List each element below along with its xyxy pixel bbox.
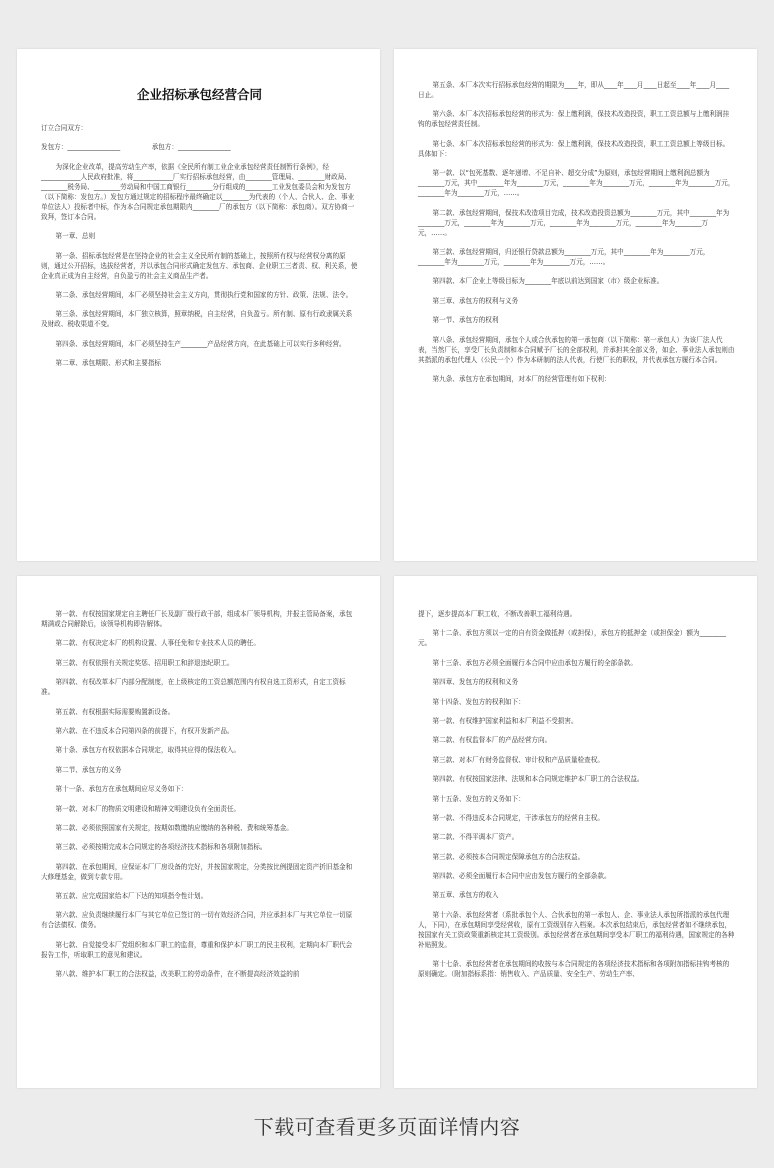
text-line: 第一条、招标承包经营是在坚持企业的社会主义全民所有制的基础上，按照所有权与经营权分离的原则，通过公开招标，选拔经营者，并以承包合同形式确定发包方、承包商、企业职工三者责、权、利关系，使企业真正成为自主经营，自负盈亏的社会主义商品生产者。 [41,251,358,280]
text-line: 第三款、有权依照有关规定奖惩、招用职工和辞退违纪职工。 [55,658,234,667]
text-line: 为深化企业改革，提高劳动生产率，依据《全民所有制工业企业承包经营责任制暂行条例》，经____________人民政府批准，将____________厂实行招标承包经营，由________管理局、________财政局、________税务局、________劳动局和中国工商银行________分行组成的________工业发包委员会和为发包方（以下简称：发包方。）发包方通过规定的招标程序最终确定以________为代表的（个人、合伙人、企、事业单位法人）投标者中标，作为本合同规定承包期限内________厂的承包方（以下简称：承包商）。双方协商一致拜，签订本合同。 [41,162,355,221]
text-line: 第二节、承包方的义务 [55,765,122,774]
text-line: 第三款、必须按期完成本合同规定的各项经济技术指标和各项附加指标。 [55,843,267,852]
text-line: 第十一条、承包方在承包期间应尽义务如下： [55,785,188,794]
text-line: 提下，逐步提高本厂职工收，不断改善职工福利待遇。 [418,610,577,618]
text-line: 第十五条、发包方的义务如下： [432,794,525,803]
text-line: 第一章、总则 [55,232,96,241]
document-title: 企业招标承包经营合同 [136,87,262,102]
page-1-text [41,123,358,368]
text-line: 第五款、应完成国家给本厂下达的知项指令性计划。 [55,892,208,901]
text-line: 第三章、承包方的权利与义务 [432,296,519,305]
text-line: 第一款、以“包死基数、逐年递增、不足自补、超交分成”为原则，承包经营期间上缴利润总额为________万元，其中________年为________万元，________年为________万元，________年为________万元，________年为________万元，……。 [418,169,735,198]
text-line: 第五章、承包方的收入 [432,891,499,900]
text-line: 第三款、必须按本合同规定保障承包方的合法权益。 [432,852,585,861]
document-page-4 [394,576,757,1088]
text-line: 第一款、对本厂的物质文明建设和精神文明建设负有全面责任。 [55,804,241,813]
text-line: 订立合同双方： [41,124,88,132]
text-line: 第四章、发包方的权利和义务 [432,678,519,687]
text-line: 第二款、有权决定本厂的机构设置、人事任免和专业技术人员的聘任。 [55,639,260,648]
text-line: 第三条、承包经营期间，本厂独立核算，照章纳税，自主经营，自负盈亏。所有制、原有行政隶属关系及财政、税收渠道不变。 [41,310,353,329]
text-line: 第一节、承包方的权利 [432,316,499,325]
text-line: 第二条、承包经营期间，本厂必须坚持社会主义方向，贯彻执行党和国家的方针、政策、法规、法令。 [55,290,353,299]
page-4-text [418,609,735,979]
text-line: 第三款、承包经营期间，归还银行贷款总额为________万元，其中________年为________万元，________年为________万元，________年为________万元，……。 [418,247,710,266]
text-line: 第十二条、承包方须以一定的自有资金做抵押（或担保），承包方的抵押金（或担保金）额为________元。 [418,629,726,648]
text-line: 第四款、有权改革本厂内部分配制度，在上级核定的工资总额范围内有权自选工资形式，自定工资标准。 [41,678,346,697]
text-line: 第四款、本厂企业上等级目标为________年底以前达到国家（市）级企业标准。 [432,277,664,286]
document-page-2 [394,49,757,561]
text-line: 发包方：________________ 承包方：________________ [41,143,231,152]
text-line: 第十四条、发包方的权利如下： [432,697,525,706]
text-line: 第二款、承包经营期间，保技术改造项目完成，技术改造投资总额为________万元，其中________年为________万元，________年为________万元，________年为________万元，________年为________万元，……。 [418,208,730,237]
text-line: 第六条、本厂本次招标承包经营的形式为：保上缴利润，保技术改造投资，职工工资总额与上缴利润挂钩的承包经营责任制。 [418,110,730,129]
page-3-text [41,609,358,979]
page-2-text [418,80,735,384]
text-line: 第五款、有权根据实际需要购置新设备。 [55,707,175,716]
text-line: 第一款、有权按国家规定自主聘任厂长及副厂级行政干部，组成本厂领导机构，并报主管局备案，承包期满或合同解除后，该领导机构即告解体。 [41,610,353,628]
text-line: 第三款、对本厂有财务监督权、审计权和产品质量检查权。 [432,755,604,764]
text-line: 第九条、承包方在承包期间，对本厂的经营管理有如下权利： [432,374,611,383]
text-line: 第二款、不得平调本厂资产。 [432,833,519,842]
text-line: 第十七条、承包经营者在承包期间的收按与本合同规定的各项经济技术指标和各项附加指标挂钩考核的原则确定。（附加指标系指：销售收入、产品质量、安全生产、劳动生产率、 [418,960,730,979]
text-line: 第二款、必须依照国家有关规定，按期如数缴纳应缴纳的各种税、费和统筹基金。 [55,823,293,832]
text-line: 第六款、应负责继续履行本厂与其它单位已签订的一切有效经济合同，并应承担本厂与其它单位一切原有合法债权、债务。 [41,911,353,930]
text-line: 第二章、承包期限、形式和主要指标 [55,359,162,368]
text-line: 第十六条、承包经营者（系批承包个人、合伙承包的第一承包人、企、事业法人承包所指派的承包代理人，下同），在承包期间享受经营收，原有工资级别存入档案。本次承包结束后，承包经营者如不继续承包，按国家有关工资政策重新核定其工资级别。承包经营者在承包期间享受本厂职工的福利待遇，国家规定的各种补贴照发。 [418,910,735,949]
text-line: 第四款、必须全面履行本合同中应由发包方履行的全部条款。 [432,872,611,881]
text-line: 第一款、不得违反本合同规定，干涉承包方的经营自主权。 [432,813,604,822]
text-line: 第十条、承包方有权依据本合同规定，取得其应得的保法收入。 [55,746,241,755]
text-line: 第十三条、承包方必须全面履行本合同中应由承包方履行的全部条款。 [432,658,637,667]
text-line: 第四款、有权按国家法律、法规和本合同规定维护本厂职工的合法权益。 [432,775,644,784]
text-line: 第五条、本厂本次实行招标承包经营的期限为____年，即从____年____月____日起至____年____月____日止。 [418,81,730,99]
text-line: 第八款、维护本厂职工的合法权益，改美职工的劳动条件，在不断提高经济效益的前 [55,970,300,979]
text-line: 第八条、承包经营期间，承包个人或合伙承包的第一承包商（以下简称：第一承包人）为该厂法人代表，当然厂长，享受厂长负责制和本合同赋予厂长的全部权利，并承担其全部义务，如企、事业法人承包则由其指派的承包代理人（公民一个）作为本研制的法人代表，行使厂长的职权，并代表承包方履行本合同。 [418,335,735,364]
text-line: 第四款、在承包期间，应保证本厂厂房设备的完好，并按国家规定，分类按比例提固定资产折旧基金和大修理基金，做到专款专用。 [41,862,353,881]
text-line: 第四条、承包经营期间，本厂必须坚持生产________产品经营方向，在此基础上可以实行多种经营。 [55,339,346,348]
text-line: 第七款、自觉接受本厂党组织和本厂职工的监督，尊重和保护本厂职工的民主权利，定期向本厂职代会报告工作，听取职工的意见和建议。 [41,940,353,959]
text-line: 第二款、有权监督本厂的产品经营方向。 [432,736,552,745]
text-line: 第六款、在不违反本合同第四条的前提下，有权开发新产品。 [55,726,234,735]
download-more-hint: 下载可查看更多页面详情内容 [253,1115,521,1139]
document-page-3 [17,576,380,1088]
text-line: 第七条、本厂本次招标承包经营的形式为：保上缴利润，保技术改造投资，职工工资总额上等级目标。具体如下： [418,139,730,158]
document-page-1 [17,49,380,561]
text-line: 第一款、有权维护国家利益和本厂利益不受损害。 [432,716,578,725]
